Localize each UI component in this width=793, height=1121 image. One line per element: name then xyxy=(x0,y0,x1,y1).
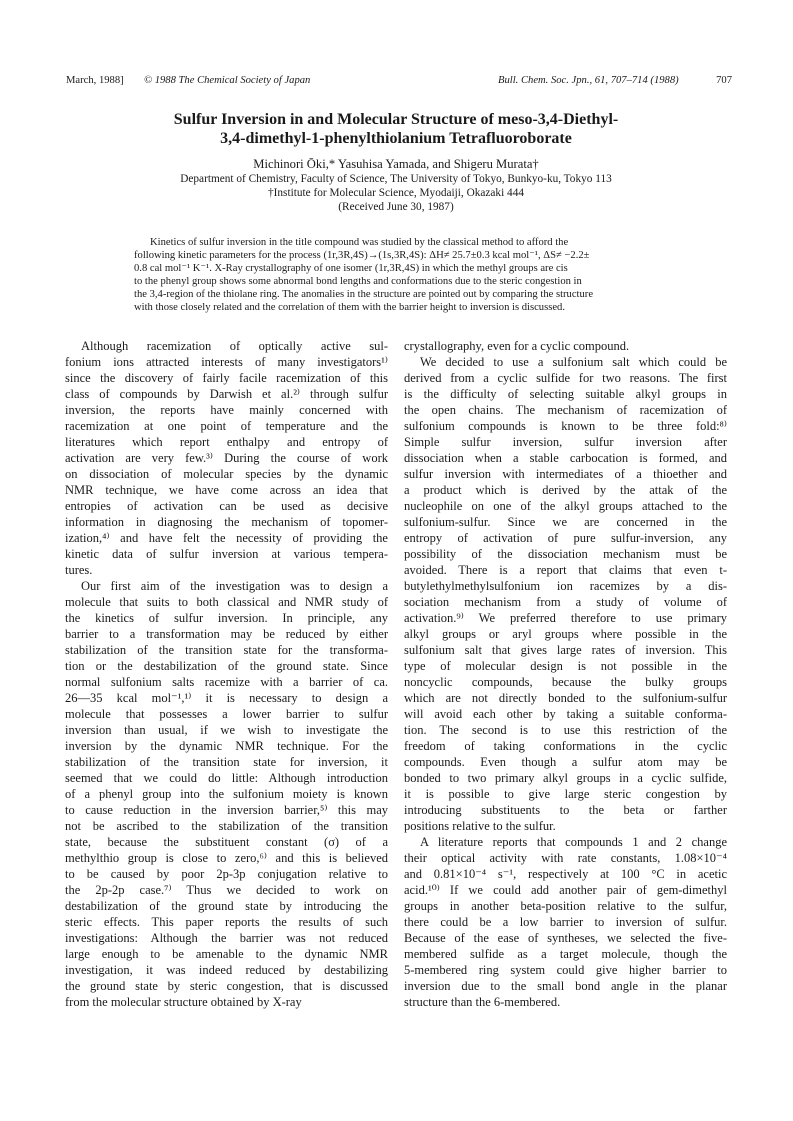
abstract-line: the 3,4-region of the thiolane ring. The anomalies in the structure are pointed out by comparing the structure xyxy=(134,289,594,300)
body-text-line: entropy of activation of pure sulfur-inversion, any xyxy=(404,531,727,545)
running-head xyxy=(66,74,732,88)
body-text-line: class of compounds by Darwish et al.²⁾ through sulfur xyxy=(65,387,388,401)
abstract-line: following kinetic parameters for the process (1r,3R,4S)→(1s,3R,4S): ΔH≠ 25.7±0.3 kcal mol⁻¹, ΔS≠ −2.2± xyxy=(134,250,590,261)
body-text-line: acid.¹⁰⁾ If we could add another pair of gem-dimethyl xyxy=(404,883,727,897)
body-text-line: avoided. There is a report that claims that even t- xyxy=(404,563,727,577)
body-text-line: from the molecular structure obtained by X-ray xyxy=(65,995,302,1009)
body-text-line: barrier to a transformation may be reduced by either xyxy=(65,627,388,641)
body-text-line: to be caused by poor 2p-3p conjugation relative to xyxy=(65,867,388,881)
body-text-line: groups in another beta-position relative to the sulfur, xyxy=(404,899,727,913)
affiliation-secondary: †Institute for Molecular Science, Myodaiji, Okazaki 444 xyxy=(268,186,524,199)
title-line-1: Sulfur Inversion in and Molecular Structure of meso-3,4-Diethyl- xyxy=(173,111,619,128)
journal-citation: Bull. Chem. Soc. Jpn., 61, 707–714 (1988) xyxy=(498,75,679,86)
body-text-line: the kinetics of sulfur inversion. In principle, any xyxy=(65,611,388,625)
body-text-line: crystallography, even for a cyclic compound. xyxy=(404,339,630,353)
body-text-line: and 0.81×10⁻⁴ s⁻¹, respectively at 100 °C in acetic xyxy=(404,867,727,881)
body-text-line: on dissociation of molecular species by the dynamic xyxy=(65,467,388,481)
body-text-line: sulfur inversion with intermediates of a thioether and xyxy=(404,467,727,481)
affiliation-primary: Department of Chemistry, Faculty of Science, The University of Tokyo, Bunkyo-ku, Tokyo 113 xyxy=(180,173,612,185)
body-text-line: sociation mechanism from a study of volume of xyxy=(404,595,727,609)
body-text-line: 5-membered ring system could give higher barrier to xyxy=(404,963,727,977)
body-text-line: NMR technique, we have come across an idea that xyxy=(65,483,388,497)
body-text-line: sulfonium compounds is known to be three fold:⁸⁾ xyxy=(404,419,727,433)
body-text-line: the ground state by steric congestion, that is discussed xyxy=(65,979,388,993)
page-number: 707 xyxy=(716,75,732,86)
body-text-line: tures. xyxy=(65,563,93,577)
body-text-line: investigations: Although the barrier was not reduced xyxy=(65,931,388,945)
body-text-line: tion. The second is to use this restriction of the xyxy=(404,723,727,737)
body-text-line: derived from a cyclic sulfide for two reasons. The first xyxy=(404,371,727,385)
body-text-line: kinetic data of sulfur inversion at various tempera- xyxy=(65,547,388,561)
body-text-line: Simple sulfur inversion, sulfur inversion after xyxy=(404,435,727,449)
body-text-line: is the difficulty of selecting suitable alkyl groups in xyxy=(404,387,727,401)
body-text-line: stabilization of the transition state for inversion, it xyxy=(65,755,388,769)
title-line-2: 3,4-dimethyl-1-phenylthiolanium Tetrafluoroborate xyxy=(220,130,572,147)
body-text-line: structure than the 6-membered. xyxy=(404,995,561,1009)
body-text-line: A literature reports that compounds 1 and 2 change xyxy=(420,835,727,849)
body-text-line: will avoid each other by taking a suitable conforma- xyxy=(404,707,727,721)
body-text-line: possibility of the dissociation mechanism must be xyxy=(404,547,727,561)
issue-date: March, 1988] xyxy=(66,75,124,86)
body-text-line: bonded to two primary alkyl groups in a cyclic sulfide, xyxy=(404,771,727,785)
body-text-line: ization,⁴⁾ and have felt the necessity of providing the xyxy=(65,531,388,545)
body-text-line: 26—35 kcal mol⁻¹,¹⁾ it is necessary to design a xyxy=(65,691,388,705)
body-text-line: steric effects. This paper reports the results of such xyxy=(65,915,388,929)
body-text-line: activation are very few.³⁾ During the course of work xyxy=(65,451,388,465)
body-text-line: noncyclic compounds, because the bulky groups xyxy=(404,675,727,689)
body-text-line: positions relative to the sulfur. xyxy=(404,819,556,833)
abstract xyxy=(134,236,656,314)
body-text-line: freedom of taking conformations in the cyclic xyxy=(404,739,727,753)
body-text-line: inversion due to the small bond angle in the planar xyxy=(404,979,727,993)
body-text-line: since the discovery of fairly facile racemization of this xyxy=(65,371,388,385)
body-text-line: their optical activity with rate constants, 1.08×10⁻⁴ xyxy=(404,851,727,865)
body-text-line: it is possible to give large steric congestion by xyxy=(404,787,727,801)
abstract-line: 0.8 cal mol⁻¹ K⁻¹. X-Ray crystallography of one isomer (1r,3R,4S) in which the methyl groups are cis xyxy=(134,263,568,274)
author-list: Michinori Ōki,* Yasuhisa Yamada, and Shigeru Murata† xyxy=(253,157,539,171)
body-text-line: compounds. Even though a sulfur atom may be xyxy=(404,755,727,769)
body-text-line: methylthio group is close to zero,⁶⁾ and this is believed xyxy=(65,851,388,865)
body-text-line: the open chains. The mechanism of racemization of xyxy=(404,403,727,417)
body-text-line: membered sulfide as a target molecule, though the xyxy=(404,947,727,961)
body-text-line: the 2p-2p case.⁷⁾ Thus we decided to work on xyxy=(65,883,388,897)
affiliations xyxy=(80,173,712,214)
body-text-line: not be ascribed to the stabilization of the transition xyxy=(65,819,388,833)
body-text-line: introducing substituents to the beta or farther xyxy=(404,803,727,817)
body-text-line: entropies of activation can be used as decisive xyxy=(65,499,388,513)
abstract-line: to the phenyl group shows some abnormal bond lengths and conformations due to the steric congestion in xyxy=(134,276,582,287)
copyright-notice: © 1988 The Chemical Society of Japan xyxy=(144,75,311,86)
body-text-line: tion or the destabilization of the ground state. Since xyxy=(65,659,388,673)
body-text-line: a product which is derived by the attak of the xyxy=(404,483,727,497)
body-text-line: alkyl groups or aryl groups where possible in the xyxy=(404,627,727,641)
body-text-line: inversion than usual, if we wish to investigate the xyxy=(65,723,388,737)
body-text-line: literatures which report enthalpy and entropy of xyxy=(65,435,388,449)
body-text-line: of a phenyl group into the sulfonium moiety is known xyxy=(65,787,388,801)
body-text-line: state, because the substituent constant (σ) of a xyxy=(65,835,388,849)
received-date: (Received June 30, 1987) xyxy=(338,200,454,213)
body-text-line: inversion by the dynamic NMR technique. For the xyxy=(65,739,388,753)
body-text-line: investigation, it was indeed reduced by destabilizing xyxy=(65,963,388,977)
body-text-line: We decided to use a sulfonium salt which could be xyxy=(420,355,727,369)
body-text-line: to cause reduction in the inversion barrier,⁵⁾ this may xyxy=(65,803,388,817)
body-text-line: activation.⁹⁾ We preferred therefore to use primary xyxy=(404,611,727,625)
body-text-line: destabilization of the ground state by introducing the xyxy=(65,899,388,913)
body-column-left xyxy=(65,338,388,1010)
body-column-right xyxy=(404,338,727,1010)
body-text-line: sulfonium salt that gives large rates of inversion. This xyxy=(404,643,727,657)
body-text-line: molecule that possesses a lower barrier to sulfur xyxy=(65,707,388,721)
body-text-line: large enough to be amenable to the dynamic NMR xyxy=(65,947,388,961)
body-text-line: Although racemization of optically active sul- xyxy=(81,339,388,353)
body-text-line: stabilization of the transition state for the transforma- xyxy=(65,643,388,657)
body-text-line: racemization at one point of temperature and the xyxy=(65,419,388,433)
body-text-line: seemed that we could do little: Although introduction xyxy=(65,771,388,785)
body-text-line: butylethylmethylsulfonium ion racemizes by a dis- xyxy=(404,579,727,593)
body-text-line: dissociation when a stable carbocation is formed, and xyxy=(404,451,727,465)
body-text-line: molecule that suits to both classical and NMR study of xyxy=(65,595,388,609)
body-text-line: nucleophile on one of the alkyl groups attached to the xyxy=(404,499,727,513)
body-text-line: which are not directly bonded to the sulfonium-sulfur xyxy=(404,691,727,705)
body-text-line: inversion, the reports have mainly concerned with xyxy=(65,403,388,417)
body-text-line: there could be a low barrier to inversion of sulfur. xyxy=(404,915,727,929)
article-title xyxy=(80,110,712,148)
abstract-line: with those closely related and the correlation of them with the barrier height to inversion is discussed. xyxy=(134,302,565,313)
body-text-line: type of molecular design is not possible in the xyxy=(404,659,727,673)
body-text-line: normal sulfonium salts racemize with a barrier of ca. xyxy=(65,675,388,689)
body-text-line: sulfonium-sulfur. Since we are concerned in the xyxy=(404,515,727,529)
body-text-line: information in diagnosing the mechanism of topomer- xyxy=(65,515,388,529)
body-text-line: Because of the ease of syntheses, we selected the five- xyxy=(404,931,727,945)
body-text-line: Our first aim of the investigation was to design a xyxy=(81,579,388,593)
abstract-line: Kinetics of sulfur inversion in the title compound was studied by the classical method to afford the xyxy=(150,237,569,248)
body-text-line: fonium ions attracted interests of many investigators¹⁾ xyxy=(65,355,388,369)
